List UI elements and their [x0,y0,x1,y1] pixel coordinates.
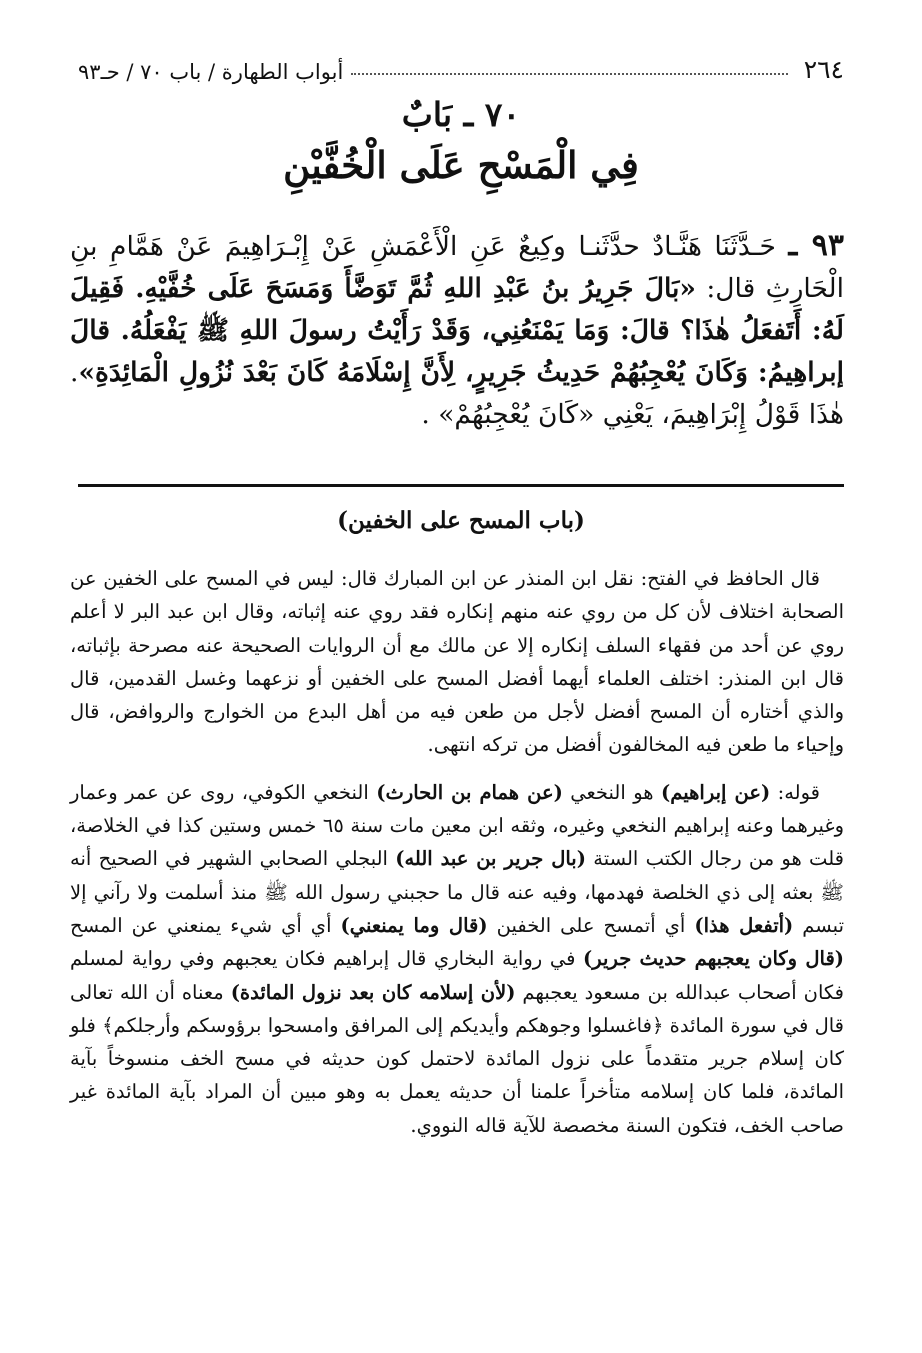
commentary-paragraph-2 [70,776,844,1142]
p2-text: النخعي الكوفي، روى عن عمر وعمار وغيرهما وعنه إبراهيم النخعي وغيره، وثقه ابن معين مات سنة ٦٥ خمس وستين كذا في الخلاصة، قلت هو من رجال الكتب الستة [70,780,844,871]
p2-bold-term: (قال وما يمنعني) [340,913,488,937]
hadith-isnad: حَـدَّثَنَا هَنَّـادٌ حدَّثَنـا وكِيعٌ عَنِ الْأَعْمَشِ عَنْ إِبْـرَاهِيمَ عَنْ هَمَّامِ بنِ الْحَارِثِ قال: [70,231,844,304]
page-number: ٢٦٤ [803,55,844,84]
p2-bold-term: (عن همام بن الحارث) [376,780,563,804]
hadith-text [70,225,844,436]
commentary-title: (باب المسح على الخفين) [337,507,585,534]
p2-bold-term: (قال وكان يعجبهم حديث جرير) [583,947,844,971]
p2-text: في رواية البخاري قال إبراهيم فكان يعجبهم وفي رواية لمسلم فكان أصحاب عبدالله بن مسعود يعجبهم [70,947,844,1004]
chapter-number: ٧٠ ـ بَابٌ [401,95,521,134]
p2-text: قوله: [770,780,821,804]
p2-text: معناه أن الله تعالى قال في سورة المائدة ﴿فاغسلوا وجوهكم وأيديكم إلى المرافق وامسحوا برؤوسكم وأرجلكم﴾ فلو كان إسلام جرير متقدماً على نزول المائدة لاحتمل كون حديثه في مسح الخف منسوخاً بآية المائدة، فلما كان إسلامه متأخراً علمنا أن حديثه يعمل به وهو مبين أن المراد بآية المائدة غير صاحب الخف، فتكون السنة مخصصة للآية قاله النووي. [70,980,845,1137]
commentary-body [70,562,844,1142]
chapter-title: فِي الْمَسْحِ عَلَى الْخُفَّيْنِ [283,143,639,187]
hadith-matn: «بَالَ جَرِيرُ بنُ عَبْدِ اللهِ ثُمَّ تَوَضَّأَ وَمَسَحَ عَلَى خُفَّيْهِ. فَقِيلَ لَهُ: أَتَفعَلُ هٰذَا؟ قالَ: وَمَا يَمْنَعُنِي، وَقَدْ رَأَيْتُ رسولَ اللهِ ﷺ يَفْعَلُهُ. قالَ إبراهِيمُ: وَكَانَ يُعْجِبُهُمْ حَدِيثُ جَرِيرٍ، لِأَنَّ إِسْلَامَهُ كَانَ بَعْدَ نُزُولِ الْمَائِدَةِ» [70,273,844,388]
p2-bold-term: (عن إبراهيم) [661,780,771,804]
p2-text: أي أي شيء يمنعني عن المسح [70,913,341,937]
commentary-paragraph-1: قال الحافظ في الفتح: نقل ابن المنذر عن ابن المبارك قال: ليس في المسح على الخفين عن الصحابة اختلاف لأن كل من روي عنه منهم إنكاره فقد روي عنه إثباته، وقال ابن عبد البر لا أعلم روي عن أحد من فقهاء السلف إنكاره إلا عن مالك مع أن الروايات الصحيحة عنه مصرحة بإثباته، قال ابن المنذر: اختلف العلماء أيهما أفضل المسح على الخفين أو نزعهما وغسل القدمين، قال والذي أختاره أن المسح أفضل لأجل من طعن فيه من أهل البدع من الخوارج والروافض، قال وإحياء ما طعن فيه المخالفون أفضل من تركه انتهى. [70,567,844,757]
p2-text: هو النخعي [562,780,662,804]
p2-text: أي أتمسح على الخفين [487,913,695,937]
p2-bold-term: (أتفعل هذا) [694,913,794,937]
running-title: أبواب الطهارة / باب ٧٠ / حـ٩٣ [78,60,344,84]
footnote-separator [78,484,844,487]
p2-bold-term: (بال جرير بن عبد الله) [395,847,586,871]
hadith-number: ٩٣ ـ [788,228,845,263]
header-dotted-leader [351,73,787,75]
p2-bold-term: (لأن إسلامه كان بعد نزول المائدة) [230,980,516,1004]
hadith-tail: . هٰذَا قَوْلُ إِبْرَاهِيمَ، يَعْنِي «كَانَ يُعْجِبُهُمْ» . [70,357,844,430]
running-header [78,40,844,84]
p2-text: البجلي الصحابي الشهير في الصحيح أنه ﷺ بعثه إلى ذي الخلصة فهدمها، وفيه عنه قال ما حجبني رسول الله ﷺ منذ أسلمت ولا رآني إلا تبسم [70,847,844,937]
